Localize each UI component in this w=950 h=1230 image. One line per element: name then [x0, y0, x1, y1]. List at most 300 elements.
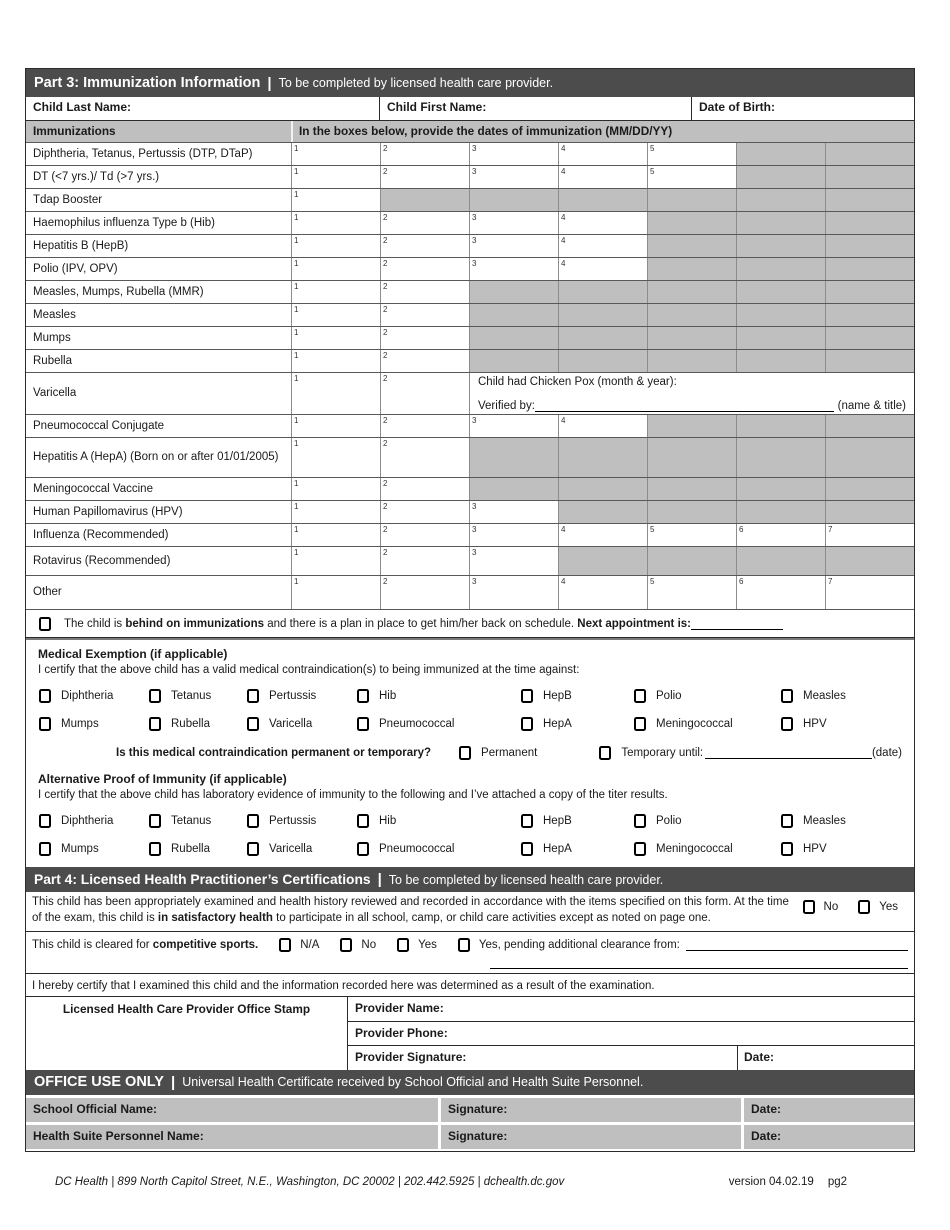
- date-box-2[interactable]: 2: [380, 235, 469, 257]
- yes-label: Yes: [879, 901, 898, 913]
- date-boxes: [291, 415, 914, 437]
- blocked-cell: [558, 189, 647, 211]
- date-box-1[interactable]: 1: [291, 327, 380, 349]
- blocked-cell: [825, 235, 914, 257]
- blocked-cell: [825, 258, 914, 280]
- exemption-vaccine-row-2: [38, 710, 902, 738]
- vaccine-option-mumps: [39, 717, 149, 731]
- date-boxes: [291, 258, 914, 280]
- medical-exemption-section: [26, 640, 914, 867]
- vaccine-option-hpv: [781, 842, 902, 856]
- date-box-3[interactable]: 3: [469, 258, 558, 280]
- office-stamp-area[interactable]: Licensed Health Care Provider Office Stamp: [26, 997, 348, 1070]
- date-box-2[interactable]: 2: [380, 576, 469, 609]
- na-checkbox[interactable]: [279, 938, 291, 952]
- vaccine-option-tetanus: [149, 689, 247, 703]
- rubella-checkbox[interactable]: [149, 842, 161, 856]
- measles-checkbox[interactable]: [781, 689, 793, 703]
- blocked-cell: [825, 438, 914, 477]
- pending-label: Yes, pending additional clearance from:: [478, 938, 680, 951]
- date-boxes: [291, 438, 914, 477]
- sports-bold: competitive sports.: [152, 938, 259, 951]
- date-box-2[interactable]: 2: [380, 438, 469, 477]
- vaccine-label: Meningococcal: [656, 718, 733, 730]
- vaccine-label: Polio: [656, 815, 682, 827]
- vaccine-label: HepB: [543, 690, 572, 702]
- hpv-checkbox[interactable]: [781, 842, 793, 856]
- yes-checkbox[interactable]: [397, 938, 409, 952]
- footer-page-number: pg2: [827, 1176, 847, 1188]
- date-box-1[interactable]: 1: [291, 281, 380, 303]
- school-official-name-field[interactable]: School Official Name:: [26, 1098, 438, 1122]
- date-box-7[interactable]: 7: [825, 524, 914, 546]
- date-box-5[interactable]: 5: [647, 166, 736, 188]
- na-label: N/A: [300, 938, 320, 951]
- vaccine-label: Pneumococcal: [379, 718, 455, 730]
- date-box-4[interactable]: 4: [558, 258, 647, 280]
- blocked-cell: [736, 281, 825, 303]
- immunization-label: Varicella: [33, 387, 77, 400]
- blocked-cell: [736, 235, 825, 257]
- blocked-cell: [469, 438, 558, 477]
- varicella-checkbox[interactable]: [247, 842, 259, 856]
- vaccine-label: Tetanus: [171, 690, 212, 702]
- date-box-2[interactable]: 2: [380, 304, 469, 326]
- date-box-5[interactable]: 5: [647, 524, 736, 546]
- blocked-cell: [825, 350, 914, 372]
- sports-yes-option: [397, 938, 437, 952]
- date-box-1[interactable]: 1: [291, 478, 380, 500]
- vaccine-option-pneumococcal: [357, 842, 521, 856]
- diphtheria-checkbox[interactable]: [39, 814, 51, 828]
- date-box-2[interactable]: 2: [380, 373, 469, 414]
- pertussis-checkbox[interactable]: [247, 689, 259, 703]
- immunization-row: [26, 477, 914, 500]
- health-suite-name-field[interactable]: Health Suite Personnel Name:: [26, 1125, 438, 1149]
- permanent-checkbox[interactable]: [459, 746, 471, 760]
- date-box-2[interactable]: 2: [380, 501, 469, 523]
- blocked-cell: [558, 501, 647, 523]
- immunization-row: [26, 234, 914, 257]
- date-boxes: [291, 166, 914, 188]
- date-box-3[interactable]: 3: [469, 143, 558, 165]
- blocked-cell: [736, 415, 825, 437]
- immunization-label: Measles, Mumps, Rubella (MMR): [33, 285, 204, 298]
- date-box-2[interactable]: 2: [380, 143, 469, 165]
- exemption-vaccine-row-1: [38, 682, 902, 710]
- sports-pending-option: [458, 938, 680, 952]
- diphtheria-checkbox[interactable]: [39, 689, 51, 703]
- immunization-row: [26, 500, 914, 523]
- part3-subtitle: To be completed by licensed health care provider.: [278, 76, 554, 90]
- no-label: No: [823, 901, 839, 913]
- vaccine-option-hib: [357, 689, 521, 703]
- chicken-pox-note-cell[interactable]: [469, 373, 914, 414]
- hepb-checkbox[interactable]: [521, 814, 533, 828]
- polio-checkbox[interactable]: [634, 814, 646, 828]
- date-box-3[interactable]: 3: [469, 501, 558, 523]
- date-box-4[interactable]: 4: [558, 524, 647, 546]
- vaccine-option-hpv: [781, 717, 902, 731]
- satisfactory-bold: in satisfactory health: [157, 911, 273, 924]
- satisfactory-yes-option: [858, 900, 898, 914]
- vaccine-label: Meningococcal: [656, 843, 733, 855]
- immunization-label: DT (<7 yrs.)/ Td (>7 yrs.): [33, 170, 160, 183]
- blocked-cell: [736, 189, 825, 211]
- vaccine-label: Pertussis: [269, 815, 317, 827]
- immunization-label: Other: [33, 586, 62, 599]
- tetanus-checkbox[interactable]: [149, 814, 161, 828]
- immunization-row: [26, 349, 914, 372]
- vaccine-label: Diphtheria: [61, 690, 114, 702]
- date-box-4[interactable]: 4: [558, 143, 647, 165]
- verified-by-label: Verified by:: [478, 400, 535, 412]
- blocked-cell: [647, 501, 736, 523]
- name-title-suffix: (name & title): [834, 400, 906, 412]
- date-box-6[interactable]: 6: [736, 524, 825, 546]
- blocked-cell: [825, 501, 914, 523]
- immunization-row: [26, 257, 914, 280]
- blocked-cell: [647, 415, 736, 437]
- vaccine-label: Mumps: [61, 843, 99, 855]
- vaccine-option-hepa: [521, 842, 634, 856]
- vaccine-option-measles: [781, 689, 902, 703]
- temporary-checkbox[interactable]: [599, 746, 611, 760]
- satisfactory-options: [795, 892, 914, 931]
- blocked-cell: [469, 189, 558, 211]
- immunization-row: [26, 280, 914, 303]
- blocked-cell: [736, 350, 825, 372]
- date-box-4[interactable]: 4: [558, 576, 647, 609]
- vaccine-label: Measles: [803, 690, 846, 702]
- date-box-2[interactable]: 2: [380, 281, 469, 303]
- blocked-cell: [736, 143, 825, 165]
- satisfactory-health-row: [26, 892, 914, 932]
- vaccine-label: HPV: [803, 843, 827, 855]
- provider-signature-field[interactable]: Provider Signature:: [348, 1046, 738, 1070]
- bar-separator: |: [267, 74, 272, 92]
- blocked-cell: [647, 350, 736, 372]
- blocked-cell: [825, 281, 914, 303]
- date-box-2[interactable]: 2: [380, 524, 469, 546]
- blocked-cell: [825, 212, 914, 234]
- no-checkbox[interactable]: [803, 900, 815, 914]
- immunization-row: [26, 523, 914, 546]
- vaccine-option-mumps: [39, 842, 149, 856]
- temporary-label: Temporary until:: [621, 747, 704, 759]
- footer-address: DC Health | 899 North Capitol Street, N.E., Washington, DC 20002 | 202.442.5925 | dchealth.dc.gov: [55, 1176, 565, 1188]
- bar-separator: |: [170, 1073, 176, 1091]
- alternative-proof-heading: Alternative Proof of Immunity (if applicable): [38, 772, 287, 786]
- immunization-row: [26, 303, 914, 326]
- immunization-row: [26, 414, 914, 437]
- varicella-checkbox[interactable]: [247, 717, 259, 731]
- office-use-bar: [26, 1070, 914, 1095]
- blocked-cell: [647, 327, 736, 349]
- date-box-1[interactable]: 1: [291, 350, 380, 372]
- vaccine-option-meningococcal: [634, 717, 781, 731]
- health-suite-date-field[interactable]: Date:: [744, 1125, 914, 1149]
- date-boxes: [291, 235, 914, 257]
- behind-on-immunizations-row: [26, 609, 914, 637]
- mumps-checkbox[interactable]: [39, 842, 51, 856]
- date-box-1[interactable]: 1: [291, 415, 380, 437]
- date-box-4[interactable]: 4: [558, 212, 647, 234]
- vaccine-option-varicella: [247, 842, 357, 856]
- blocked-cell: [647, 438, 736, 477]
- vaccine-option-hepb: [521, 689, 634, 703]
- blocked-cell: [736, 304, 825, 326]
- date-box-7[interactable]: 7: [825, 576, 914, 609]
- blocked-cell: [469, 350, 558, 372]
- date-box-1[interactable]: 1: [291, 576, 380, 609]
- sports-na-option: [279, 938, 319, 952]
- blocked-cell: [825, 304, 914, 326]
- date-box-3[interactable]: 3: [469, 576, 558, 609]
- blocked-cell: [736, 258, 825, 280]
- blocked-cell: [647, 547, 736, 575]
- part3-title: Part 3: Immunization Information: [34, 75, 261, 91]
- blocked-cell: [469, 478, 558, 500]
- immunization-row: [26, 142, 914, 165]
- hpv-checkbox[interactable]: [781, 717, 793, 731]
- date-box-2[interactable]: 2: [380, 327, 469, 349]
- date-box-3[interactable]: 3: [469, 235, 558, 257]
- date-boxes: [291, 524, 914, 546]
- blocked-cell: [736, 478, 825, 500]
- date-box-4[interactable]: 4: [558, 235, 647, 257]
- provider-phone-field[interactable]: Provider Phone:: [348, 1021, 914, 1045]
- pending-clearance-line[interactable]: [686, 938, 908, 951]
- date-box-2[interactable]: 2: [380, 547, 469, 575]
- blocked-cell: [825, 547, 914, 575]
- date-box-1[interactable]: 1: [291, 166, 380, 188]
- part4-subtitle: To be completed by licensed health care provider.: [388, 872, 664, 887]
- blocked-cell: [647, 212, 736, 234]
- immunization-label: Diphtheria, Tetanus, Pertussis (DTP, DTaP): [33, 147, 253, 160]
- proof-vaccine-row-2: [38, 835, 902, 863]
- vaccine-label: HepA: [543, 718, 572, 730]
- date-box-3[interactable]: 3: [469, 524, 558, 546]
- yes-label: Yes: [418, 938, 437, 951]
- page-footer: [25, 1176, 915, 1188]
- child-last-name-field[interactable]: Child Last Name:: [33, 100, 132, 114]
- vaccine-option-pertussis: [247, 814, 357, 828]
- date-box-3[interactable]: 3: [469, 212, 558, 234]
- blocked-cell: [736, 438, 825, 477]
- date-box-3[interactable]: 3: [469, 415, 558, 437]
- child-first-name-field[interactable]: Child First Name:: [379, 97, 691, 120]
- immunization-label: Tdap Booster: [33, 193, 103, 206]
- date-boxes: [291, 350, 914, 372]
- date-box-2[interactable]: 2: [380, 166, 469, 188]
- temporary-until-line[interactable]: [705, 746, 872, 759]
- measles-checkbox[interactable]: [781, 814, 793, 828]
- satisfactory-health-text: [26, 892, 795, 931]
- date-box-4[interactable]: 4: [558, 166, 647, 188]
- date-box-5[interactable]: 5: [647, 576, 736, 609]
- date-suffix: (date): [871, 747, 902, 759]
- meningococcal-checkbox[interactable]: [634, 842, 646, 856]
- date-of-birth-field[interactable]: Date of Birth:: [691, 97, 914, 120]
- date-box-4[interactable]: 4: [558, 415, 647, 437]
- vaccine-option-pertussis: [247, 689, 357, 703]
- blocked-cell: [647, 258, 736, 280]
- blocked-cell: [736, 327, 825, 349]
- school-official-signature-field[interactable]: Signature:: [441, 1098, 741, 1122]
- blocked-cell: [825, 478, 914, 500]
- blocked-cell: [469, 281, 558, 303]
- vaccine-label: Measles: [803, 815, 846, 827]
- part4-title: Part 4: Licensed Health Practitioner’s Certifications: [34, 872, 371, 887]
- medical-exemption-heading: Medical Exemption (if applicable): [38, 647, 228, 661]
- health-suite-signature-field[interactable]: Signature:: [441, 1125, 741, 1149]
- immunization-label: Human Papillomavirus (HPV): [33, 505, 183, 518]
- behind-checkbox[interactable]: [39, 617, 51, 631]
- vaccine-label: HPV: [803, 718, 827, 730]
- blocked-cell: [825, 166, 914, 188]
- child-info-row: [26, 97, 914, 121]
- date-boxes: [291, 547, 914, 575]
- date-box-2[interactable]: 2: [380, 258, 469, 280]
- pertussis-checkbox[interactable]: [247, 814, 259, 828]
- date-box-1[interactable]: 1: [291, 304, 380, 326]
- pneumococcal-checkbox[interactable]: [357, 842, 369, 856]
- satisfactory-no-option: [803, 900, 839, 914]
- pending-checkbox[interactable]: [458, 938, 470, 952]
- date-box-1[interactable]: 1: [291, 235, 380, 257]
- date-box-6[interactable]: 6: [736, 576, 825, 609]
- date-box-1[interactable]: 1: [291, 547, 380, 575]
- vaccine-option-hepb: [521, 814, 634, 828]
- temporary-option: [599, 746, 703, 760]
- hepb-checkbox[interactable]: [521, 689, 533, 703]
- tetanus-checkbox[interactable]: [149, 689, 161, 703]
- verified-by-input-line[interactable]: [535, 400, 835, 412]
- date-boxes: [291, 212, 914, 234]
- blocked-cell: [558, 281, 647, 303]
- date-box-1[interactable]: 1: [291, 501, 380, 523]
- date-box-3[interactable]: 3: [469, 547, 558, 575]
- vaccine-label: HepA: [543, 843, 572, 855]
- polio-checkbox[interactable]: [634, 689, 646, 703]
- blocked-cell: [647, 304, 736, 326]
- date-box-1[interactable]: 1: [291, 212, 380, 234]
- immunization-table: [26, 142, 914, 609]
- immunization-row: [26, 326, 914, 349]
- blocked-cell: [736, 166, 825, 188]
- office-use-subtitle: Universal Health Certificate received by School Official and Health Suite Personnel.: [182, 1075, 644, 1090]
- date-box-2[interactable]: 2: [380, 478, 469, 500]
- vaccine-label: HepB: [543, 815, 572, 827]
- satisfactory-text-2: to participate in all school, camp, or child care activities except as noted on page one.: [272, 911, 711, 924]
- pending-clearance-line-2[interactable]: [490, 952, 908, 969]
- hib-checkbox[interactable]: [357, 689, 369, 703]
- rubella-checkbox[interactable]: [149, 717, 161, 731]
- date-box-3[interactable]: 3: [469, 166, 558, 188]
- office-use-title: OFFICE USE ONLY: [34, 1074, 164, 1091]
- part3-header-bar: [26, 69, 914, 97]
- blocked-cell: [558, 304, 647, 326]
- yes-checkbox[interactable]: [858, 900, 870, 914]
- health-suite-row: [26, 1125, 914, 1149]
- meningococcal-checkbox[interactable]: [634, 717, 646, 731]
- competitive-sports-row: [26, 932, 914, 974]
- behind-text-2: and there is a plan in place to get him/her back on schedule.: [264, 617, 578, 630]
- immunization-row: [26, 211, 914, 234]
- date-box-1[interactable]: 1: [291, 143, 380, 165]
- provider-name-field[interactable]: Provider Name:: [355, 1000, 444, 1015]
- immunization-label: Hepatitis A (HepA) (Born on or after 01/01/2005): [33, 451, 279, 464]
- date-box-1[interactable]: 1: [291, 258, 380, 280]
- provider-date-field[interactable]: Date:: [744, 1049, 775, 1064]
- vaccine-option-tetanus: [149, 814, 247, 828]
- date-boxes: [291, 501, 914, 523]
- blocked-cell: [647, 189, 736, 211]
- hib-checkbox[interactable]: [357, 814, 369, 828]
- hepa-checkbox[interactable]: [521, 842, 533, 856]
- hepa-checkbox[interactable]: [521, 717, 533, 731]
- date-boxes: [291, 304, 914, 326]
- blocked-cell: [469, 304, 558, 326]
- vaccine-option-rubella: [149, 842, 247, 856]
- contraindication-question-row: [38, 738, 902, 768]
- blocked-cell: [736, 212, 825, 234]
- vaccine-label: Rubella: [171, 718, 210, 730]
- blocked-cell: [558, 547, 647, 575]
- vaccine-label: Varicella: [269, 843, 313, 855]
- mumps-checkbox[interactable]: [39, 717, 51, 731]
- chicken-pox-line1: Child had Chicken Pox (month & year):: [478, 376, 677, 388]
- date-box-5[interactable]: 5: [647, 143, 736, 165]
- date-box-1[interactable]: 1: [291, 189, 380, 211]
- blocked-cell: [825, 327, 914, 349]
- bar-separator: |: [377, 871, 382, 888]
- immunization-row: [26, 546, 914, 575]
- blocked-cell: [736, 501, 825, 523]
- next-appointment-line[interactable]: [691, 618, 783, 630]
- blocked-cell: [380, 189, 469, 211]
- immunization-label: Pneumococcal Conjugate: [33, 419, 165, 432]
- part4-header-bar: [26, 867, 914, 892]
- vaccine-option-diphtheria: [39, 814, 149, 828]
- immunization-label: Measles: [33, 308, 76, 321]
- permanent-label: Permanent: [481, 747, 538, 759]
- immunization-row: [26, 437, 914, 477]
- permanent-option: [459, 746, 537, 760]
- school-official-date-field[interactable]: Date:: [744, 1098, 914, 1122]
- vaccine-option-varicella: [247, 717, 357, 731]
- no-checkbox[interactable]: [340, 938, 352, 952]
- immunization-row: [26, 188, 914, 211]
- date-box-2[interactable]: 2: [380, 415, 469, 437]
- immunization-row: [26, 165, 914, 188]
- vaccine-option-pneumococcal: [357, 717, 521, 731]
- date-boxes: [291, 281, 914, 303]
- date-box-2[interactable]: 2: [380, 212, 469, 234]
- vaccine-label: Varicella: [269, 718, 313, 730]
- blocked-cell: [825, 143, 914, 165]
- date-box-1[interactable]: 1: [291, 524, 380, 546]
- vaccine-label: Tetanus: [171, 815, 212, 827]
- no-label: No: [361, 938, 377, 951]
- vaccine-option-hib: [357, 814, 521, 828]
- pneumococcal-checkbox[interactable]: [357, 717, 369, 731]
- date-box-1[interactable]: 1: [291, 438, 380, 477]
- date-box-2[interactable]: 2: [380, 350, 469, 372]
- date-box-1[interactable]: 1: [291, 373, 380, 414]
- immunization-label: Rubella: [33, 354, 72, 367]
